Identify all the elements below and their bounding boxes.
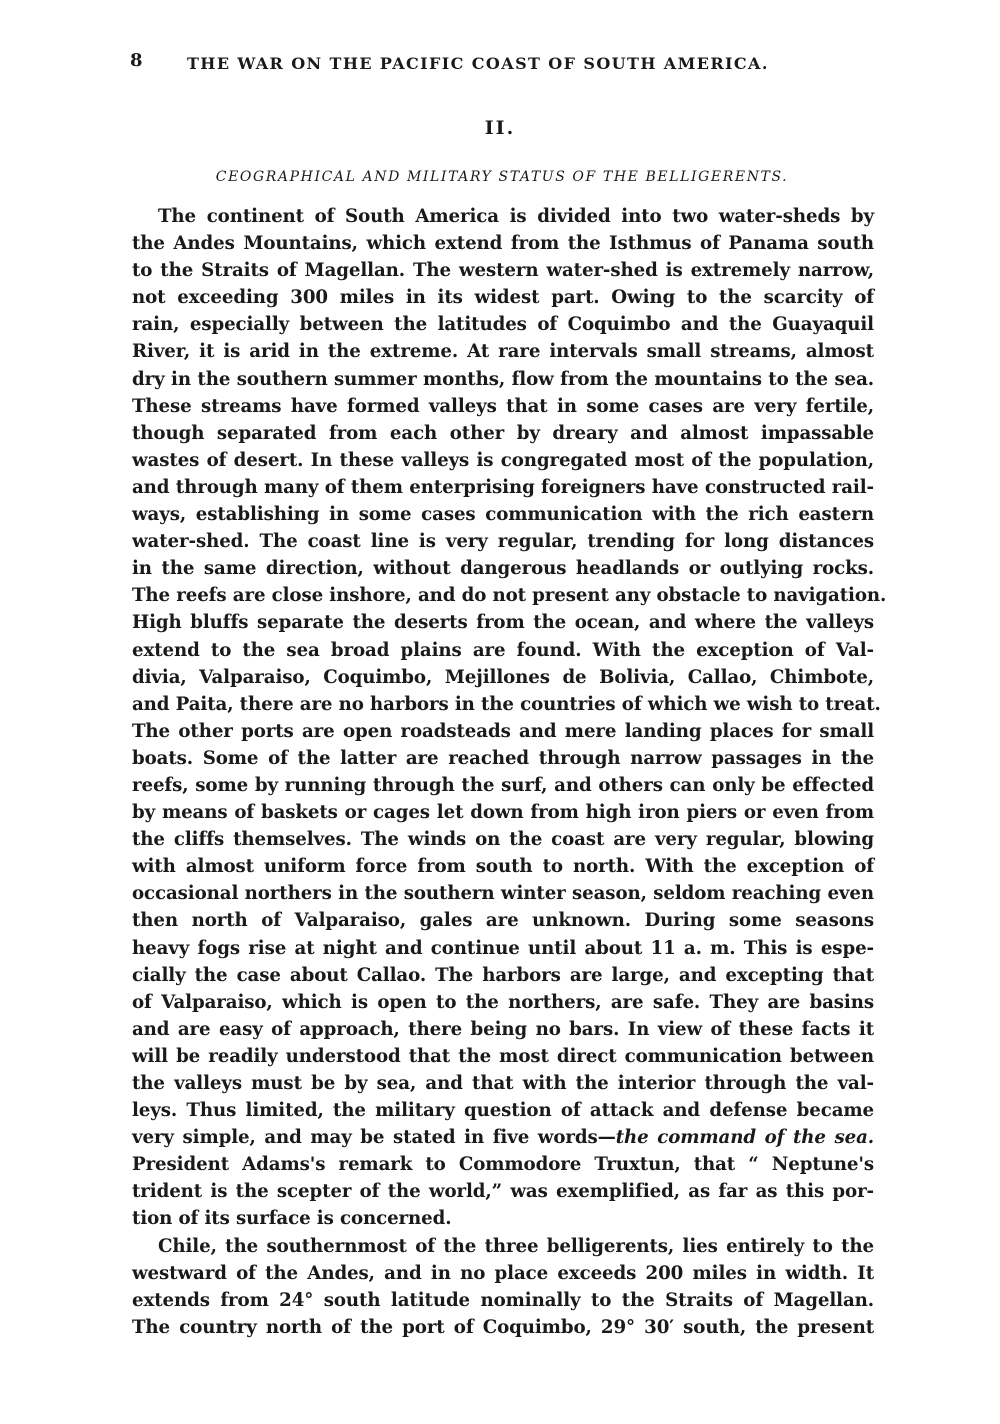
- text-line: the valleys must be by sea, and that with the interior through the val-: [132, 1073, 874, 1094]
- text-line: reefs, some by running through the surf, and others can only be effected: [132, 774, 874, 796]
- section-title: CEOGRAPHICAL AND MILITARY STATUS OF THE BELLIGERENTS.: [215, 169, 789, 185]
- emphasis-phrase: the command of the sea.: [615, 1127, 874, 1149]
- text-line: to the Straits of Magellan. The western water-shed is extremely narrow,: [132, 260, 874, 282]
- text-line: heavy fogs rise at night and continue until about 11 a. m. This is espe-: [132, 937, 874, 959]
- paragraph-1-end: [132, 1151, 874, 1232]
- text-line: tion of its surface is concerned.: [132, 1208, 452, 1230]
- text-line: The reefs are close inshore, and do not present any obstacle to navigation.: [132, 585, 887, 607]
- text-line: and through many of them enterprising foreigners have constructed rail-: [132, 476, 874, 498]
- text-line: The continent of South America is divided into two water-sheds by: [158, 206, 874, 227]
- text-line: in the same direction, without dangerous headlands or outlying rocks.: [132, 558, 874, 580]
- text-line: the Andes Mountains, which extend from the Isthmus of Panama south: [132, 233, 874, 255]
- text-line: with almost uniform force from south to north. With the exception of: [132, 856, 874, 878]
- text-line-emphasis: [132, 1124, 874, 1151]
- text-line: dry in the southern summer months, flow from the mountains to the sea.: [132, 368, 874, 390]
- text-line: and are easy of approach, there being no bars. In view of these facts it: [132, 1018, 874, 1040]
- text-line: boats. Some of the latter are reached through narrow passages in the: [132, 747, 874, 769]
- text-line: of Valparaiso, which is open to the northers, are safe. They are basins: [132, 991, 874, 1013]
- section-number: II.: [484, 117, 516, 139]
- text-line: ways, establishing in some cases communication with the rich eastern: [132, 504, 874, 526]
- text-line: the cliffs themselves. The winds on the coast are very regular, blowing: [132, 829, 874, 851]
- page-number: 8: [130, 50, 143, 71]
- text-line: High bluffs separate the deserts from the ocean, and where the valleys: [132, 612, 874, 634]
- text-line: Chile, the southernmost of the three belligerents, lies entirely to the: [158, 1235, 874, 1257]
- text-line: cially the case about Callao. The harbors are large, and excepting that: [132, 964, 874, 986]
- text-line: leys. Thus limited, the military question of attack and defense became: [132, 1100, 874, 1122]
- text-line: then north of Valparaiso, gales are unknown. During some seasons: [132, 910, 874, 932]
- text-line: extends from 24° south latitude nominally to the Straits of Magellan.: [132, 1289, 874, 1311]
- text-line: water-shed. The coast line is very regular, trending for long distances: [132, 531, 874, 553]
- text-line: The country north of the port of Coquimbo, 29° 30′ south, the present: [132, 1316, 874, 1338]
- text-line: occasional northers in the southern winter season, seldom reaching even: [132, 883, 874, 905]
- text-line: not exceeding 300 miles in its widest part. Owing to the scarcity of: [132, 287, 874, 309]
- text-line: and Paita, there are no harbors in the countries of which we wish to treat.: [132, 693, 881, 715]
- text-line: though separated from each other by dreary and almost impassable: [132, 422, 874, 444]
- running-head: THE WAR ON THE PACIFIC COAST OF SOUTH AMERICA.: [187, 54, 769, 73]
- text-line: divia, Valparaiso, Coquimbo, Mejillones de Bolivia, Callao, Chimbote,: [132, 666, 874, 688]
- text-line: westward of the Andes, and in no place exceeds 200 miles in width. It: [132, 1262, 874, 1284]
- text-line: River, it is arid in the extreme. At rare intervals small streams, almost: [132, 341, 874, 363]
- text-line: President Adams's remark to Commodore Truxtun, that “ Neptune's: [132, 1154, 874, 1176]
- text-line: rain, especially between the latitudes of Coquimbo and the Guayaquil: [132, 314, 874, 336]
- paragraph-1: [132, 203, 887, 1124]
- text-line: by means of baskets or cages let down from high iron piers or even from: [132, 802, 874, 824]
- text-line: will be readily understood that the most direct communication between: [132, 1045, 874, 1067]
- text-line: extend to the sea broad plains are found. With the exception of Val-: [132, 639, 874, 661]
- text-line: wastes of desert. In these valleys is congregated most of the population,: [132, 449, 874, 471]
- body-text: [132, 203, 887, 1341]
- text-line: These streams have formed valleys that in some cases are very fertile,: [132, 395, 874, 417]
- text-line: trident is the scepter of the world,” was exemplified, as far as this por-: [132, 1181, 874, 1203]
- paragraph-2: [132, 1233, 874, 1341]
- emphasis-lead: very simple, and may be stated in five words—: [132, 1127, 616, 1149]
- text-line: The other ports are open roadsteads and mere landing places for small: [132, 720, 874, 742]
